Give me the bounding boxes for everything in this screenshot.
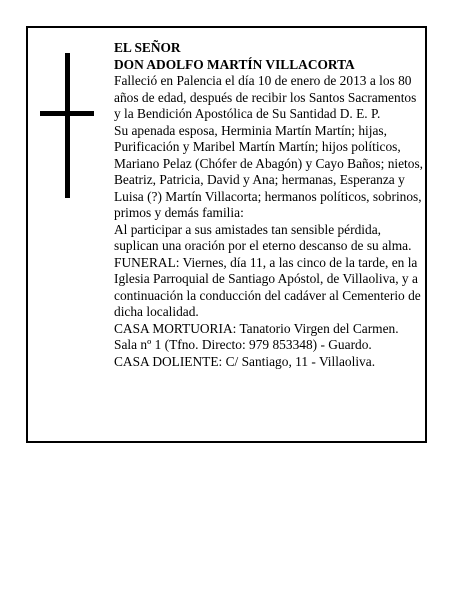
cross-icon — [40, 53, 94, 198]
notice-text — [114, 40, 424, 370]
prayer-request: Al participar a sus amistades tan sensible pérdida, suplican una oración por el eterno descanso de su alma. — [114, 221, 412, 253]
funeral-info: FUNERAL: Viernes, día 11, a las cinco de la tarde, en la Iglesia Parroquial de Santiago Apóstol, de Villaoliva, y a continuación la conducción del cadáver al Cementerio de dicha localidad. — [114, 254, 421, 319]
cross-vertical-bar — [65, 53, 70, 198]
deceased-name: DON ADOLFO MARTÍN VILLACORTA — [114, 56, 355, 72]
death-announcement: Falleció en Palencia el día 10 de enero de 2013 a los 80 años de edad, después de recibir los Santos Sacramentos y la Bendición Apostólica de Su Santidad D. E. P. — [114, 73, 417, 121]
family-list: Su apenada esposa, Herminia Martín Martín; hijas, Purificación y Maribel Martín Martín; hijos políticos, Mariano Pelaz (Chófer de Abagón) y Cayo Baños; nietos, Beatriz, Patricia, David y Ana; hermanas, Esperanza y Luisa (?) Martín Villacorta; hermanos políticos, sobrinos, primos y demás familia: — [114, 122, 424, 220]
mortuary-info: CASA MORTUORIA: Tanatorio Virgen del Carmen. Sala nº 1 (Tfno. Directo: 979 853348) - Guardo. — [114, 320, 399, 352]
cross-horizontal-bar — [40, 111, 94, 116]
notice-title: EL SEÑOR — [114, 40, 181, 55]
family-home-info: CASA DOLIENTE: C/ Santiago, 11 - Villaoliva. — [114, 353, 376, 369]
obituary-notice — [26, 26, 427, 443]
